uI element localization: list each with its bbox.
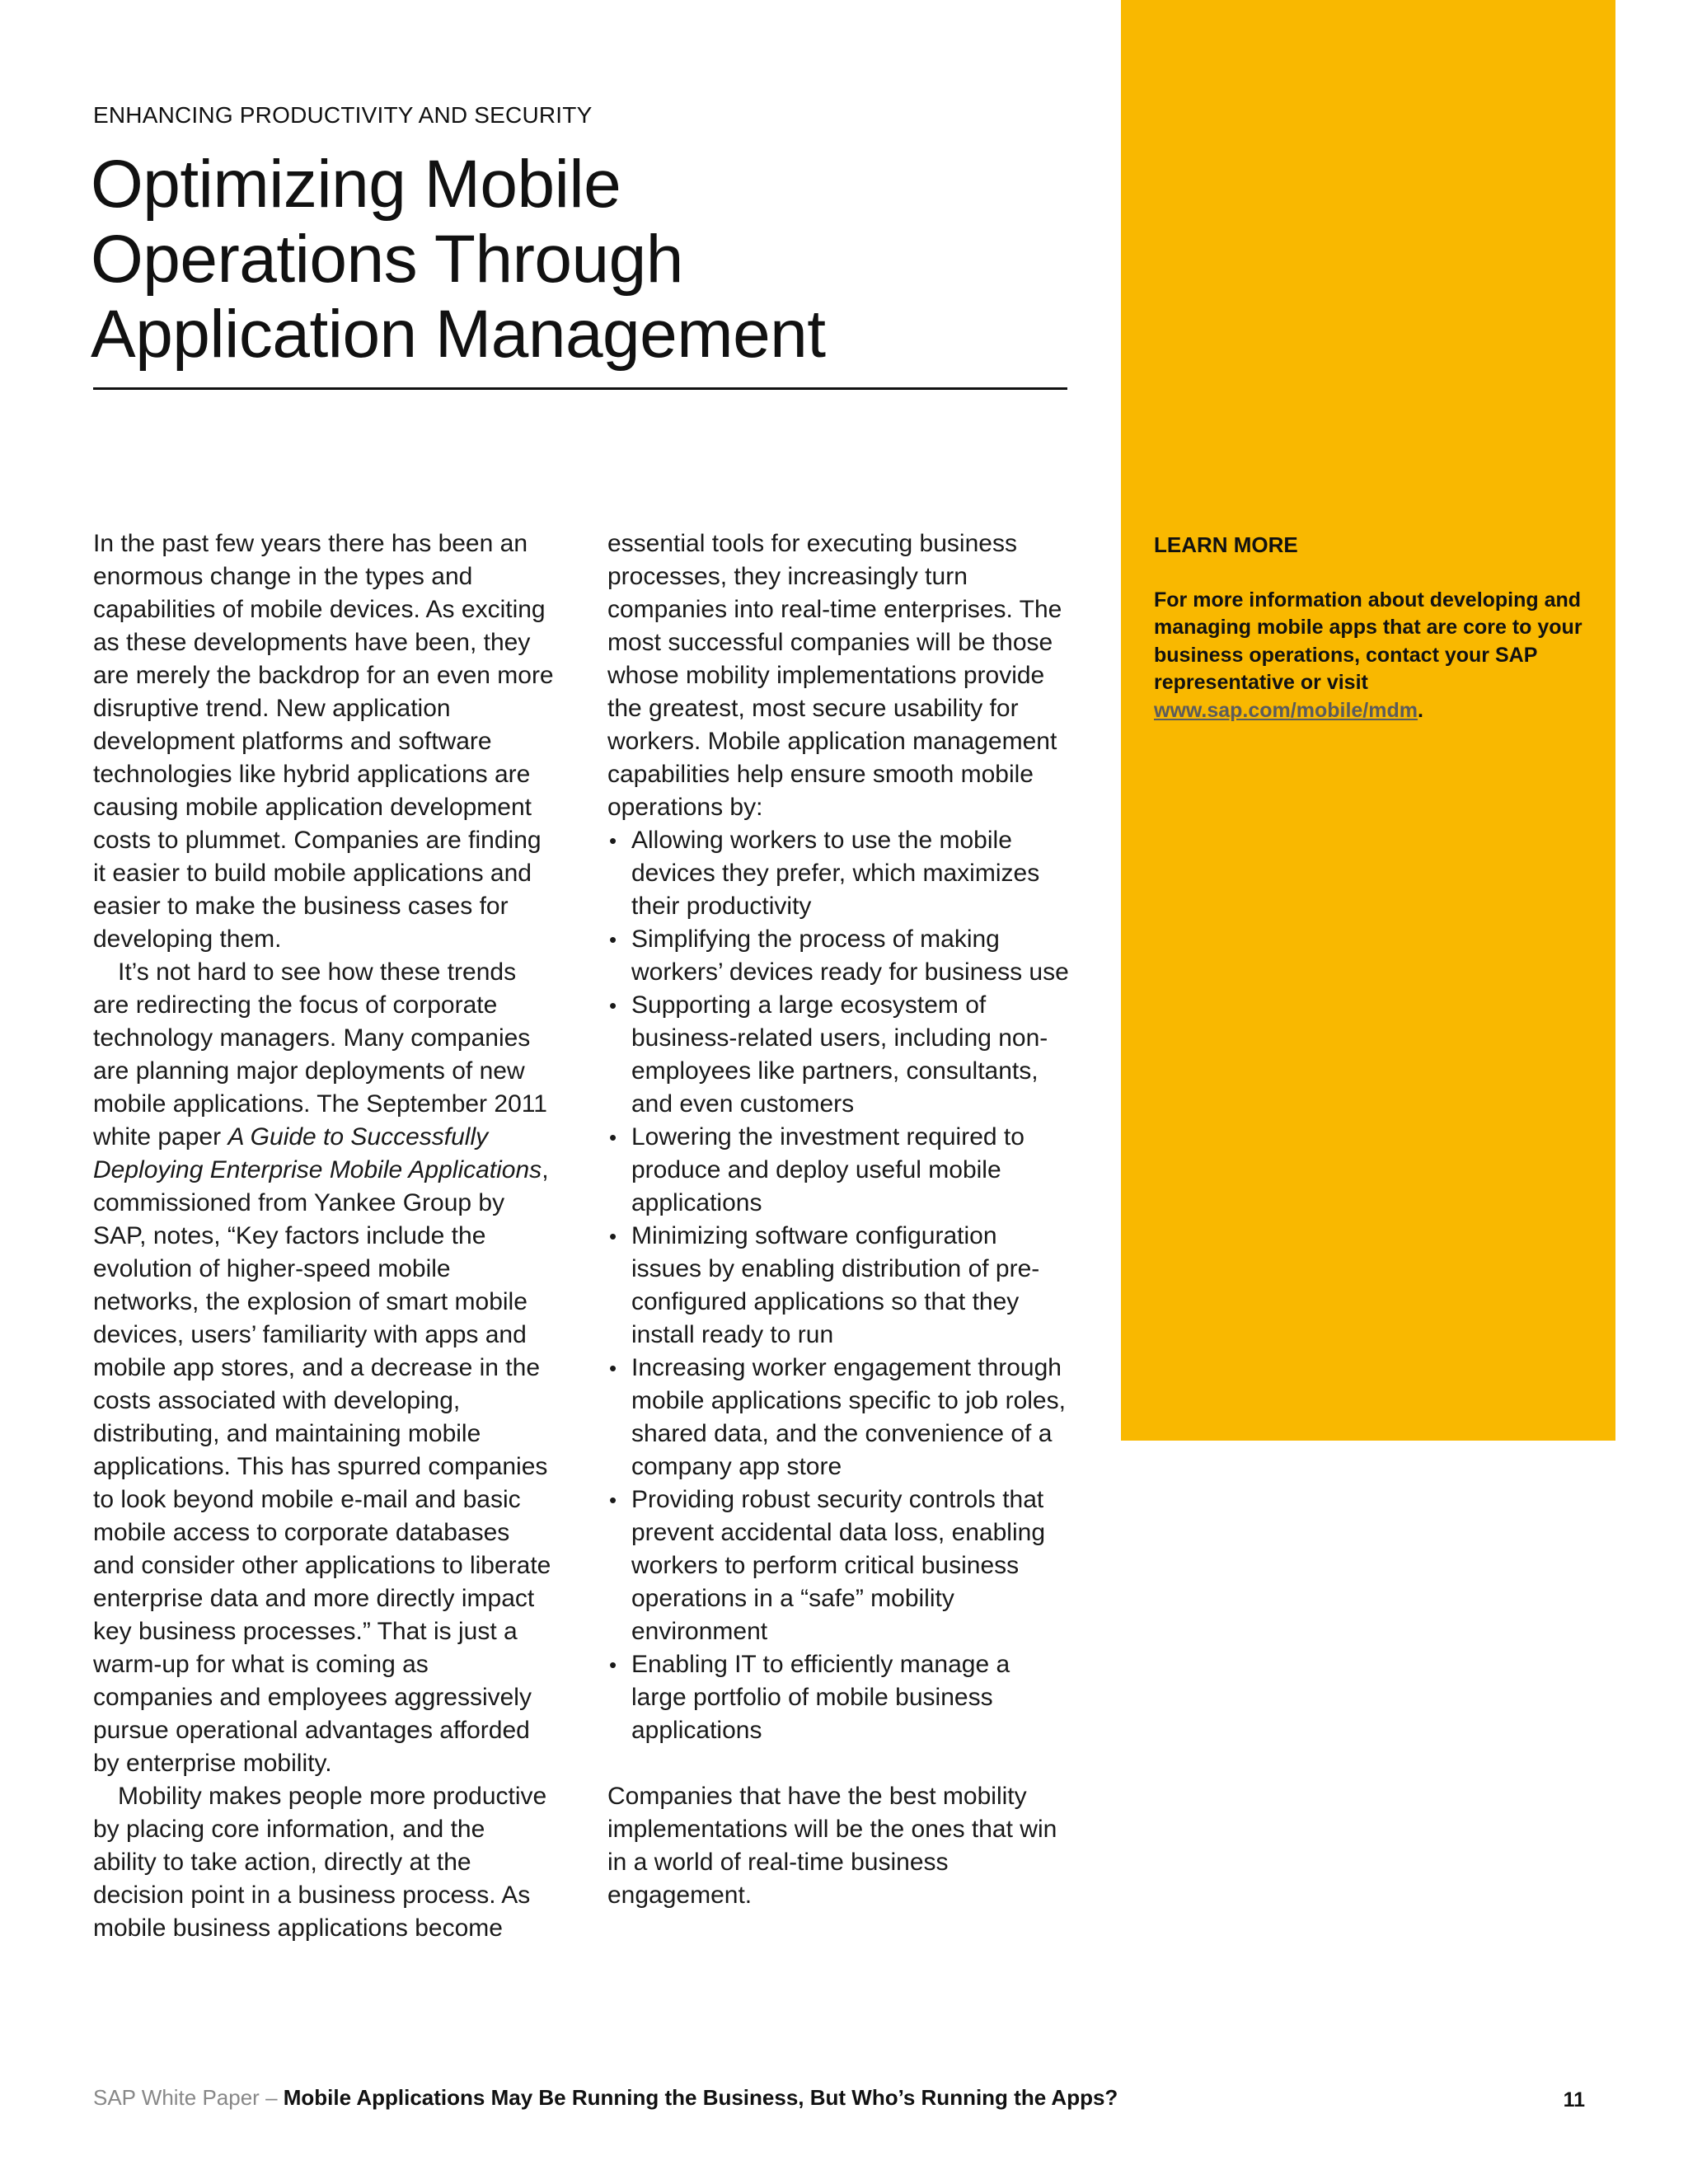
sidebar-heading: LEARN MORE (1154, 532, 1298, 557)
list-item: • Lowering the investment required to produce and deploy useful mobile applications (607, 1121, 1069, 1220)
list-item: • Minimizing software configuration issues by enabling distribution of pre-configured applications so that they install ready to run (607, 1220, 1069, 1352)
section-kicker: ENHANCING PRODUCTIVITY AND SECURITY (93, 102, 593, 128)
sap-mobile-mdm-link[interactable]: www.sap.com/mobile/mdm (1154, 698, 1418, 722)
sidebar-period: . (1417, 698, 1423, 722)
list-item: • Simplifying the process of making workers’ devices ready for business use (607, 923, 1069, 989)
page-number: 11 (1563, 2088, 1585, 2111)
list-item: • Supporting a large ecosystem of business-related users, including non-employees like partners, consultants, and even customers (607, 989, 1069, 1121)
learn-more-sidebar (1121, 0, 1615, 1441)
paragraph-2 (93, 956, 555, 1780)
footer-prefix: SAP White Paper – (93, 2085, 284, 2110)
body-column-left (93, 527, 555, 1945)
list-item: • Increasing worker engagement through mobile applications specific to job roles, shared data, and the convenience of a company app store (607, 1352, 1069, 1483)
paragraph-2-intro: It’s not hard to see how these trends are redirecting the focus of corporate technology managers. Many companies are planning major deployments of new mobile applications. The September 2011 white paper (93, 958, 547, 1151)
capabilities-list (607, 824, 1069, 1747)
paragraph-3-continued: essential tools for executing business processes, they increasingly turn companies into real-time enterprises. The most successful companies will be those whose mobility implementations provide the greatest, most secure usability for workers. Mobile application management capabilities help ensure smooth mobile operations by: (607, 530, 1062, 821)
title-line-3: Application Management (91, 297, 826, 372)
page-title (91, 147, 1080, 372)
paragraph-3: Mobility makes people more productive by placing core information, and the ability to take action, directly at the decision point in a business process. As mobile business applications become (93, 1783, 547, 1942)
closing-paragraph: Companies that have the best mobility implementations will be the ones that win in a world of real-time business engagement. (607, 1783, 1057, 1909)
title-divider (93, 387, 1067, 390)
title-line-2: Operations Through (91, 222, 683, 297)
list-item: • Enabling IT to efficiently manage a large portfolio of mobile business applications (607, 1648, 1069, 1747)
paragraph-2-rest: , commissioned from Yankee Group by SAP, notes, “Key factors include the evolution of higher-speed mobile networks, the explosion of smart mobile devices, users’ familiarity with apps and mobile app stores, and a decrease in the costs associated with developing, distributing, and maintaining mobile applications. This has spurred companies to look beyond mobile e-mail and basic mobile access to corporate databases and consider other applications to liberate enterprise data and more directly impact key business processes.” That is just a warm-up for what is coming as companies and employees aggressively pursue operational advantages afforded by enterprise mobility. (93, 1156, 551, 1777)
body-column-right (607, 527, 1069, 1912)
paragraph-1: In the past few years there has been an enormous change in the types and capabilities of mobile devices. As exciting as these developments have been, they are merely the backdrop for an even more disruptive trend. New application development platforms and software technologies like hybrid applications are causing mobile application development costs to plummet. Companies are finding it easier to build mobile applications and easier to make the business cases for developing them. (93, 530, 554, 953)
white-paper-title: A Guide to Successfully Deploying Enterprise Mobile Applications (93, 1123, 542, 1183)
sidebar-content (1154, 532, 1582, 724)
sidebar-body: For more information about developing and managing mobile apps that are core to your business operations, contact your SAP representative or visit (1154, 588, 1582, 694)
footer (93, 2085, 1585, 2111)
title-line-1: Optimizing Mobile (91, 147, 621, 222)
sidebar-text (1154, 587, 1582, 725)
footer-title: Mobile Applications May Be Running the Business, But Who’s Running the Apps? (283, 2085, 1118, 2110)
list-item: • Allowing workers to use the mobile devices they prefer, which maximizes their productivity (607, 824, 1069, 923)
list-item: • Providing robust security controls that prevent accidental data loss, enabling workers to perform critical business operations in a “safe” mobility environment (607, 1483, 1069, 1648)
